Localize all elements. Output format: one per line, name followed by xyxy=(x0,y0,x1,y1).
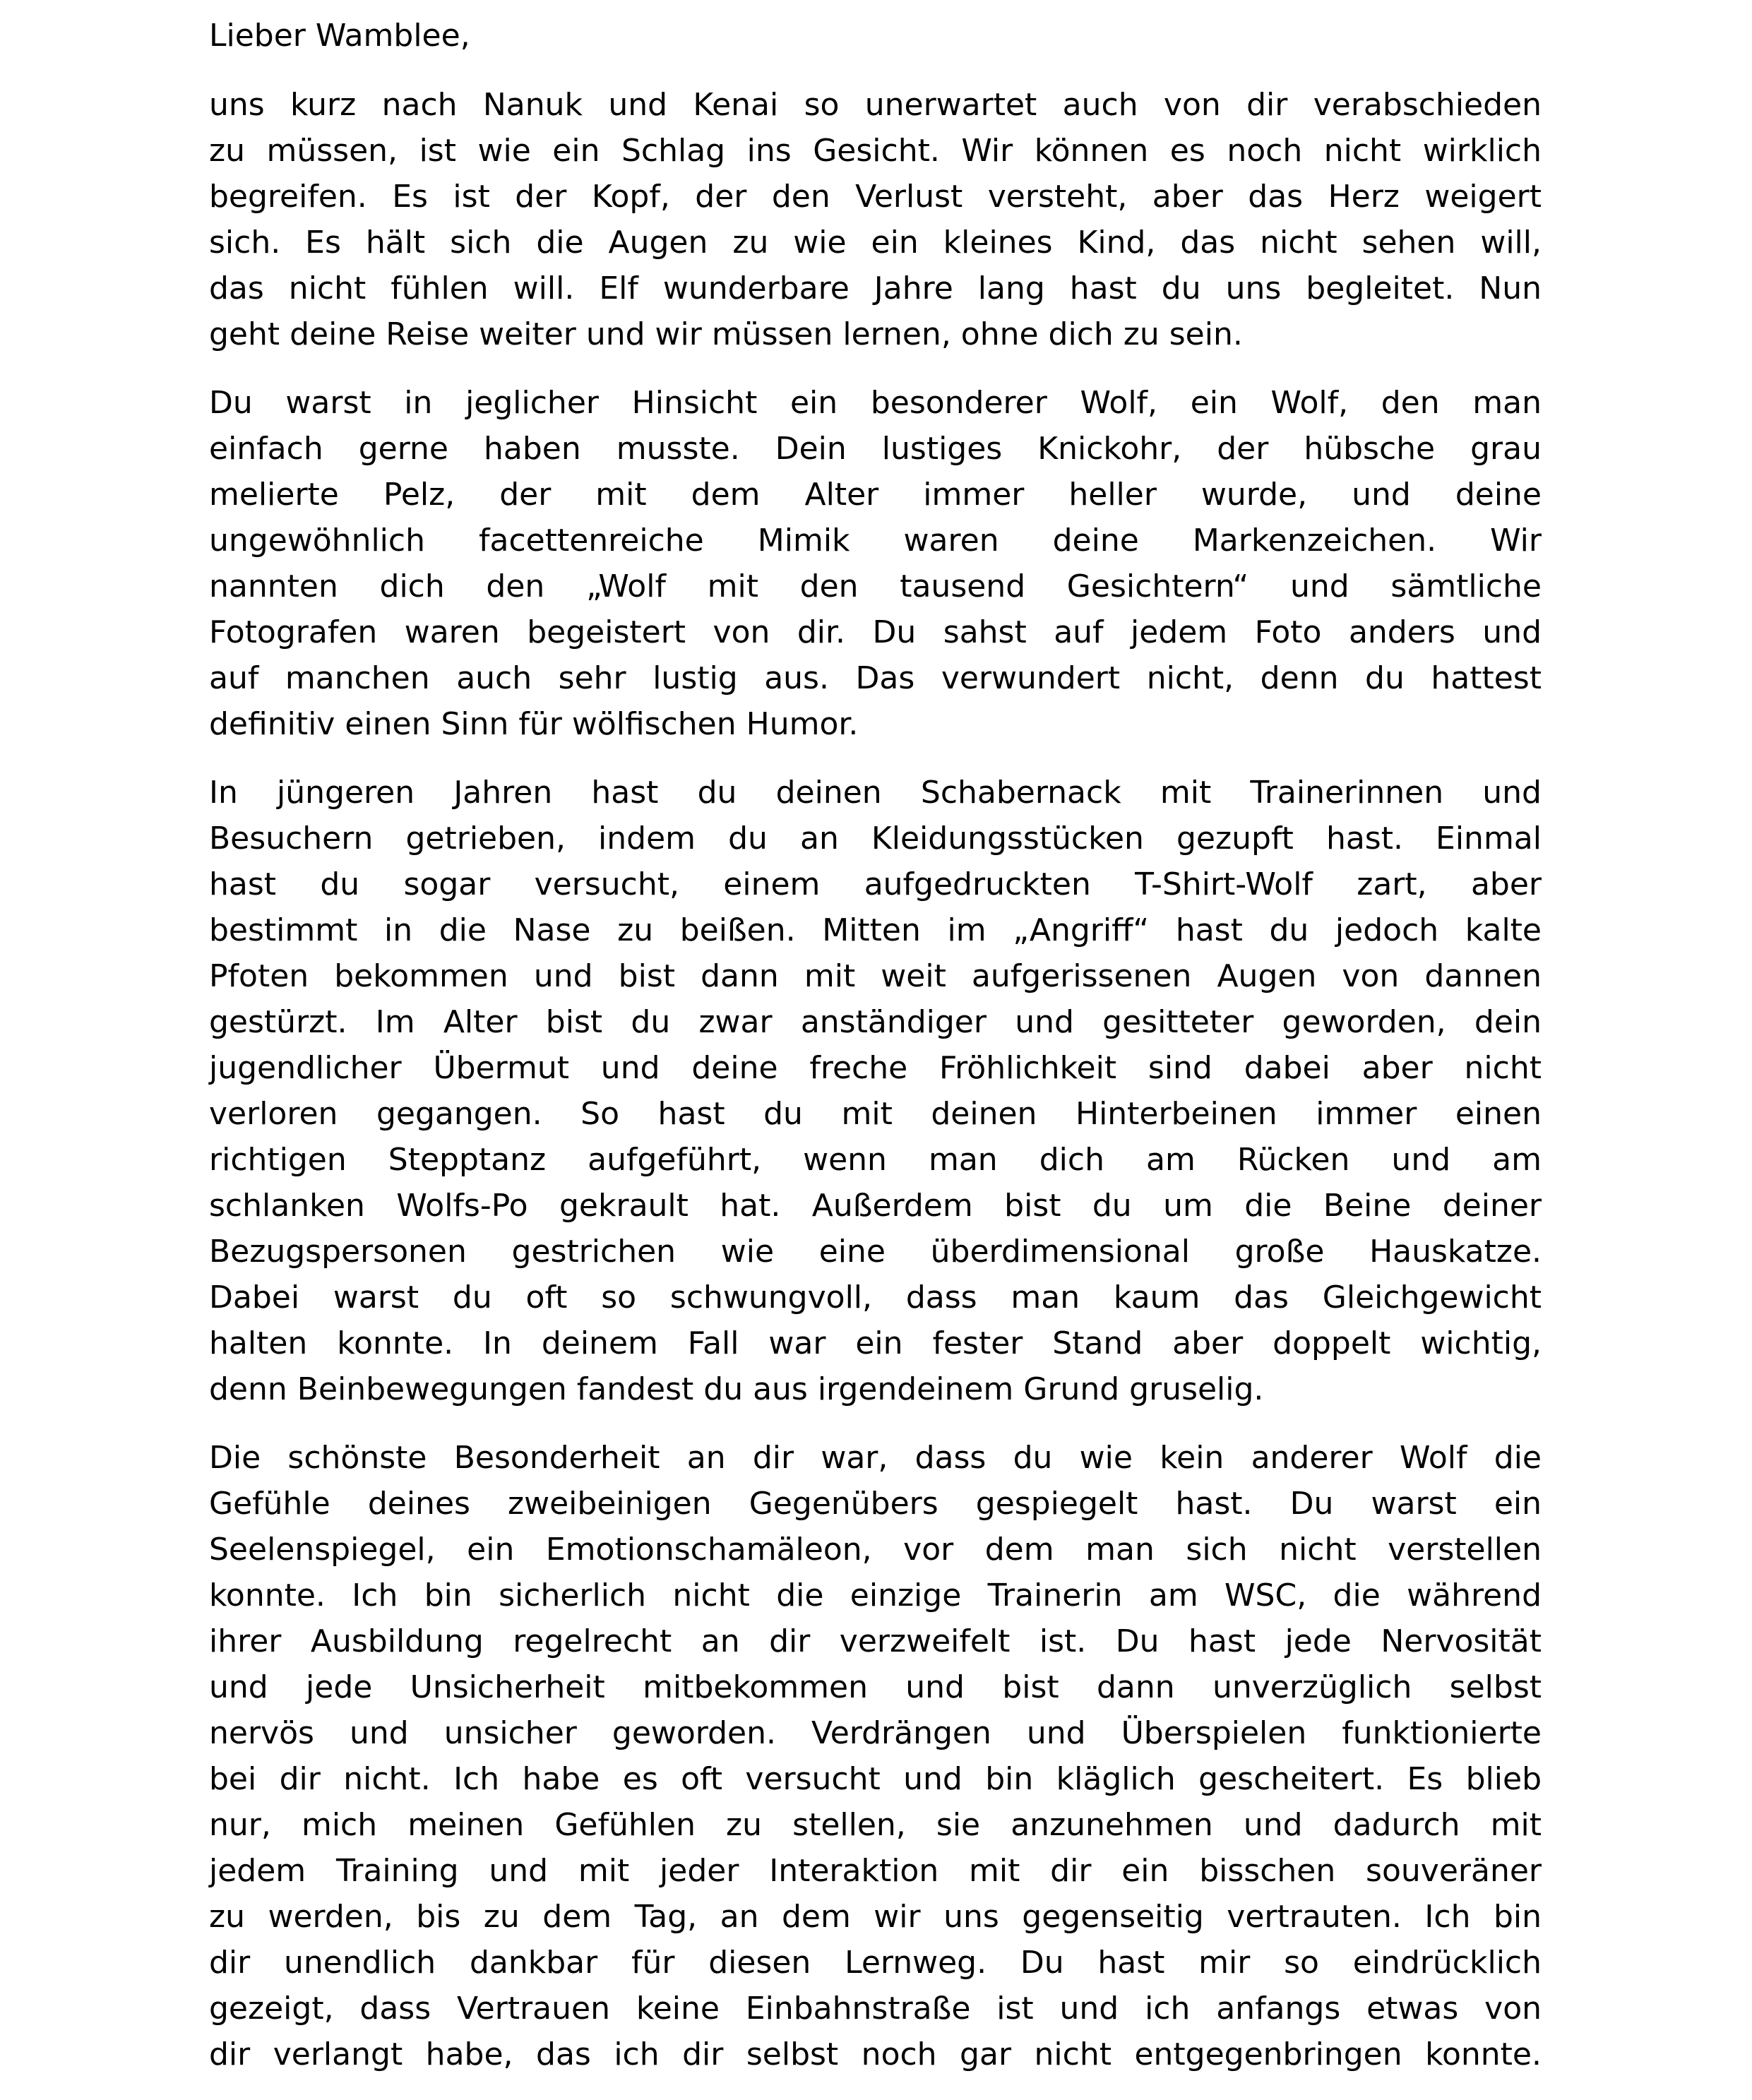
text-line: nannten dich den „Wolf mit den tausend Gesichtern“ und sämtliche xyxy=(209,568,1542,604)
text-line: ihrer Ausbildung regelrecht an dir verzweifelt ist. Du hast jede Nervosität xyxy=(209,1623,1542,1659)
text-line: das nicht fühlen will. Elf wunderbare Jahre lang hast du uns begleitet. Nun xyxy=(209,270,1542,306)
text-line: Gefühle deines zweibeinigen Gegenübers gespiegelt hast. Du warst ein xyxy=(209,1486,1542,1522)
text-line: geht deine Reise weiter und wir müssen lernen, ohne dich zu sein. xyxy=(209,316,1243,352)
paragraph-4 xyxy=(209,1435,1542,2077)
text-line: und jede Unsicherheit mitbekommen und bist dann unverzüglich selbst xyxy=(209,1669,1542,1705)
text-line: definitiv einen Sinn für wölfischen Humor. xyxy=(209,706,859,742)
text-line: hast du sogar versucht, einem aufgedruckten T-Shirt-Wolf zart, aber xyxy=(209,866,1542,902)
text-line: einfach gerne haben musste. Dein lustiges Knickohr, der hübsche grau xyxy=(209,431,1542,467)
text-line: ungewöhnlich facettenreiche Mimik waren deine Markenzeichen. Wir xyxy=(209,523,1542,559)
text-line: uns kurz nach Nanuk und Kenai so unerwartet auch von dir verabschieden xyxy=(209,87,1542,123)
paragraph-1 xyxy=(209,82,1542,357)
text-line: schlanken Wolfs-Po gekrault hat. Außerdem bist du um die Beine deiner xyxy=(209,1188,1542,1224)
text-line: zu werden, bis zu dem Tag, an dem wir uns gegenseitig vertrauten. Ich bin xyxy=(209,1899,1542,1935)
text-line: richtigen Stepptanz aufgeführt, wenn man dich am Rücken und am xyxy=(209,1142,1542,1178)
text-line: bestimmt in die Nase zu beißen. Mitten im „Angriff“ hast du jedoch kalte xyxy=(209,912,1542,948)
text-line: Bezugspersonen gestrichen wie eine überdimensional große Hauskatze. xyxy=(209,1234,1542,1270)
text-line: Die schönste Besonderheit an dir war, dass du wie kein anderer Wolf die xyxy=(209,1440,1542,1476)
paragraph-2 xyxy=(209,380,1542,747)
text-line: begreifen. Es ist der Kopf, der den Verlust versteht, aber das Herz weigert xyxy=(209,179,1542,215)
text-line: sich. Es hält sich die Augen zu wie ein kleines Kind, das nicht sehen will, xyxy=(209,225,1542,261)
text-line: gezeigt, dass Vertrauen keine Einbahnstraße ist und ich anfangs etwas von xyxy=(209,1991,1542,2027)
text-line: verloren gegangen. So hast du mit deinen Hinterbeinen immer einen xyxy=(209,1096,1542,1132)
text-line: Besuchern getrieben, indem du an Kleidungsstücken gezupft hast. Einmal xyxy=(209,821,1542,857)
text-line: In jüngeren Jahren hast du deinen Schabernack mit Trainerinnen und xyxy=(209,775,1542,811)
text-line: dir verlangt habe, das ich dir selbst noch gar nicht entgegenbringen konnte. xyxy=(209,2036,1542,2072)
text-line: nervös und unsicher geworden. Verdrängen und Überspielen funktionierte xyxy=(209,1715,1542,1751)
text-line: Pfoten bekommen und bist dann mit weit aufgerissenen Augen von dannen xyxy=(209,958,1542,994)
text-line: bei dir nicht. Ich habe es oft versucht und bin kläglich gescheitert. Es blieb xyxy=(209,1761,1542,1797)
text-line: Du warst in jeglicher Hinsicht ein besonderer Wolf, ein Wolf, den man xyxy=(209,385,1542,421)
text-line: halten konnte. In deinem Fall war ein fester Stand aber doppelt wichtig, xyxy=(209,1325,1542,1361)
text-line: zu müssen, ist wie ein Schlag ins Gesicht. Wir können es noch nicht wirklich xyxy=(209,133,1542,169)
text-line: gestürzt. Im Alter bist du zwar anständiger und gesitteter geworden, dein xyxy=(209,1004,1542,1040)
text-line: jedem Training und mit jeder Interaktion mit dir ein bisschen souveräner xyxy=(209,1853,1542,1889)
text-line: dir unendlich dankbar für diesen Lernweg. Du hast mir so eindrücklich xyxy=(209,1945,1542,1981)
text-line: auf manchen auch sehr lustig aus. Das verwundert nicht, denn du hattest xyxy=(209,660,1542,696)
text-line: denn Beinbewegungen fandest du aus irgendeinem Grund gruselig. xyxy=(209,1371,1264,1407)
text-line: Fotografen waren begeistert von dir. Du sahst auf jedem Foto anders und xyxy=(209,614,1542,650)
paragraph-3 xyxy=(209,770,1542,1412)
text-line: Seelenspiegel, ein Emotionschamäleon, vor dem man sich nicht verstellen xyxy=(209,1532,1542,1568)
letter-page xyxy=(209,13,1542,2100)
text-line: konnte. Ich bin sicherlich nicht die einzige Trainerin am WSC, die während xyxy=(209,1577,1542,1613)
text-line: nur, mich meinen Gefühlen zu stellen, sie anzunehmen und dadurch mit xyxy=(209,1807,1542,1843)
text-line: jugendlicher Übermut und deine freche Fröhlichkeit sind dabei aber nicht xyxy=(209,1050,1542,1086)
text-line: Dabei warst du oft so schwungvoll, dass man kaum das Gleichgewicht xyxy=(209,1279,1542,1316)
text-line: melierte Pelz, der mit dem Alter immer heller wurde, und deine xyxy=(209,477,1542,513)
salutation: Lieber Wamblee, xyxy=(209,18,470,54)
